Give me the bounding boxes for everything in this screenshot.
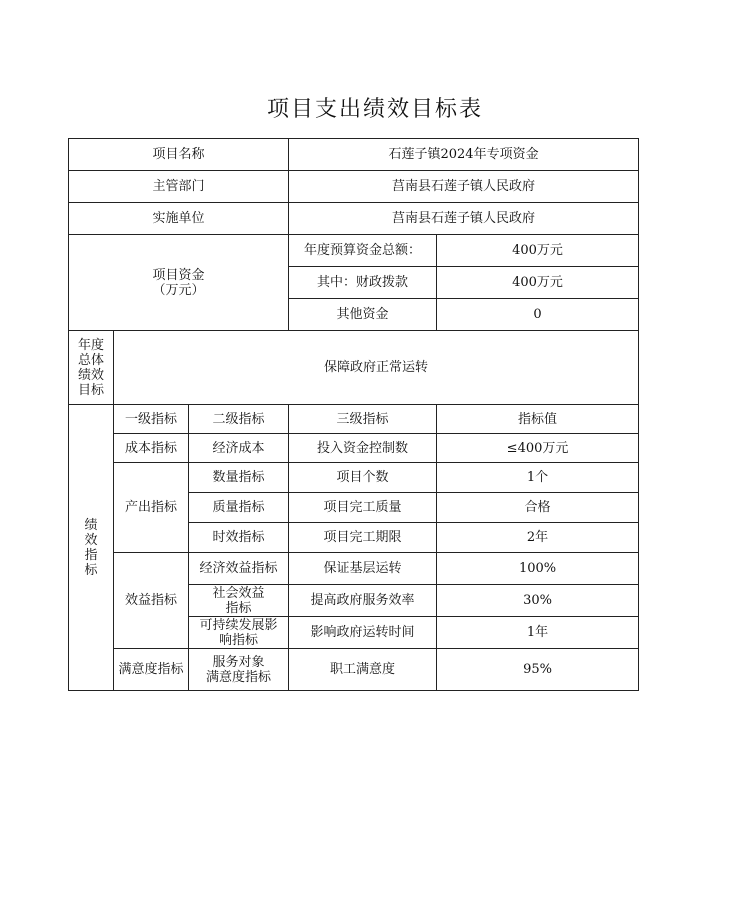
level3-indicator: 保证基层运转 (289, 553, 437, 585)
indicator-value: 合格 (437, 493, 639, 523)
annual-goal-content: 保障政府正常运转 (114, 331, 639, 405)
level1-indicator: 产出指标 (114, 463, 189, 553)
column-header: 二级指标 (189, 405, 289, 434)
indicator-value: 1年 (437, 617, 639, 649)
table-row (69, 139, 639, 171)
label-line: 标 (84, 562, 98, 578)
label-line: 目标 (77, 382, 104, 398)
funds-row-value: 400万元 (437, 235, 639, 267)
indicator-value: 1个 (437, 463, 639, 493)
label-line: 指 (84, 547, 98, 563)
indicator-value: 95% (437, 649, 639, 691)
funds-row-value: 0 (437, 299, 639, 331)
funds-label (69, 235, 289, 331)
level2-line: 社会效益 (212, 585, 265, 601)
level1-indicator: 效益指标 (114, 553, 189, 649)
info-value: 莒南县石莲子镇人民政府 (289, 203, 639, 235)
table-row (69, 463, 639, 493)
annual-goal-label (69, 331, 114, 405)
page-title: 项目支出绩效目标表 (266, 97, 483, 122)
level3-indicator: 项目完工期限 (289, 523, 437, 553)
info-label: 实施单位 (69, 203, 289, 235)
indicators-section-label (69, 405, 114, 691)
table-row (69, 171, 639, 203)
level2-line: 可持续发展影 (199, 617, 278, 633)
indicator-value: 30% (437, 585, 639, 617)
info-value: 莒南县石莲子镇人民政府 (289, 171, 639, 203)
table-row (69, 553, 639, 585)
table-row (69, 434, 639, 463)
level2-line: 指标 (225, 600, 252, 616)
table-row (69, 649, 639, 691)
column-header: 指标值 (437, 405, 639, 434)
info-label: 项目名称 (69, 139, 289, 171)
indicator-value: 100% (437, 553, 639, 585)
level3-indicator: 项目完工质量 (289, 493, 437, 523)
table-row (69, 235, 639, 267)
level2-line: 满意度指标 (206, 669, 272, 685)
level1-indicator: 满意度指标 (114, 649, 189, 691)
level2-indicator: 数量指标 (189, 463, 289, 493)
label-line: 年度 (77, 337, 104, 353)
level2-indicator (189, 617, 289, 649)
level3-indicator: 投入资金控制数 (289, 434, 437, 463)
level1-indicator: 成本指标 (114, 434, 189, 463)
level2-indicator (189, 585, 289, 617)
indicator-value: 2年 (437, 523, 639, 553)
column-header: 一级指标 (114, 405, 189, 434)
level2-indicator: 经济效益指标 (189, 553, 289, 585)
funds-row-label: 年度预算资金总额： (289, 235, 437, 267)
column-header: 三级指标 (289, 405, 437, 434)
level2-line: 服务对象 (212, 654, 265, 670)
table-row (69, 203, 639, 235)
funds-row-label: 其他资金 (289, 299, 437, 331)
level2-indicator: 时效指标 (189, 523, 289, 553)
label-line: 效 (84, 532, 98, 548)
table-row (69, 405, 639, 434)
level2-indicator: 质量指标 (189, 493, 289, 523)
label-line: 绩 (84, 517, 98, 533)
funds-label-line: （万元） (152, 282, 205, 298)
table-row (69, 331, 639, 405)
indicator-value: ≤400万元 (437, 434, 639, 463)
level2-line: 响指标 (219, 632, 259, 648)
level2-indicator (189, 649, 289, 691)
level3-indicator: 项目个数 (289, 463, 437, 493)
label-line: 总体 (77, 352, 104, 368)
funds-row-label: 其中：财政拨款 (289, 267, 437, 299)
label-line: 绩效 (77, 367, 104, 383)
funds-label-line: 项目资金 (152, 267, 205, 283)
performance-goal-table (68, 138, 639, 691)
level3-indicator: 影响政府运转时间 (289, 617, 437, 649)
info-label: 主管部门 (69, 171, 289, 203)
info-value: 石莲子镇2024年专项资金 (289, 139, 639, 171)
level3-indicator: 职工满意度 (289, 649, 437, 691)
funds-row-value: 400万元 (437, 267, 639, 299)
level2-indicator: 经济成本 (189, 434, 289, 463)
level3-indicator: 提高政府服务效率 (289, 585, 437, 617)
